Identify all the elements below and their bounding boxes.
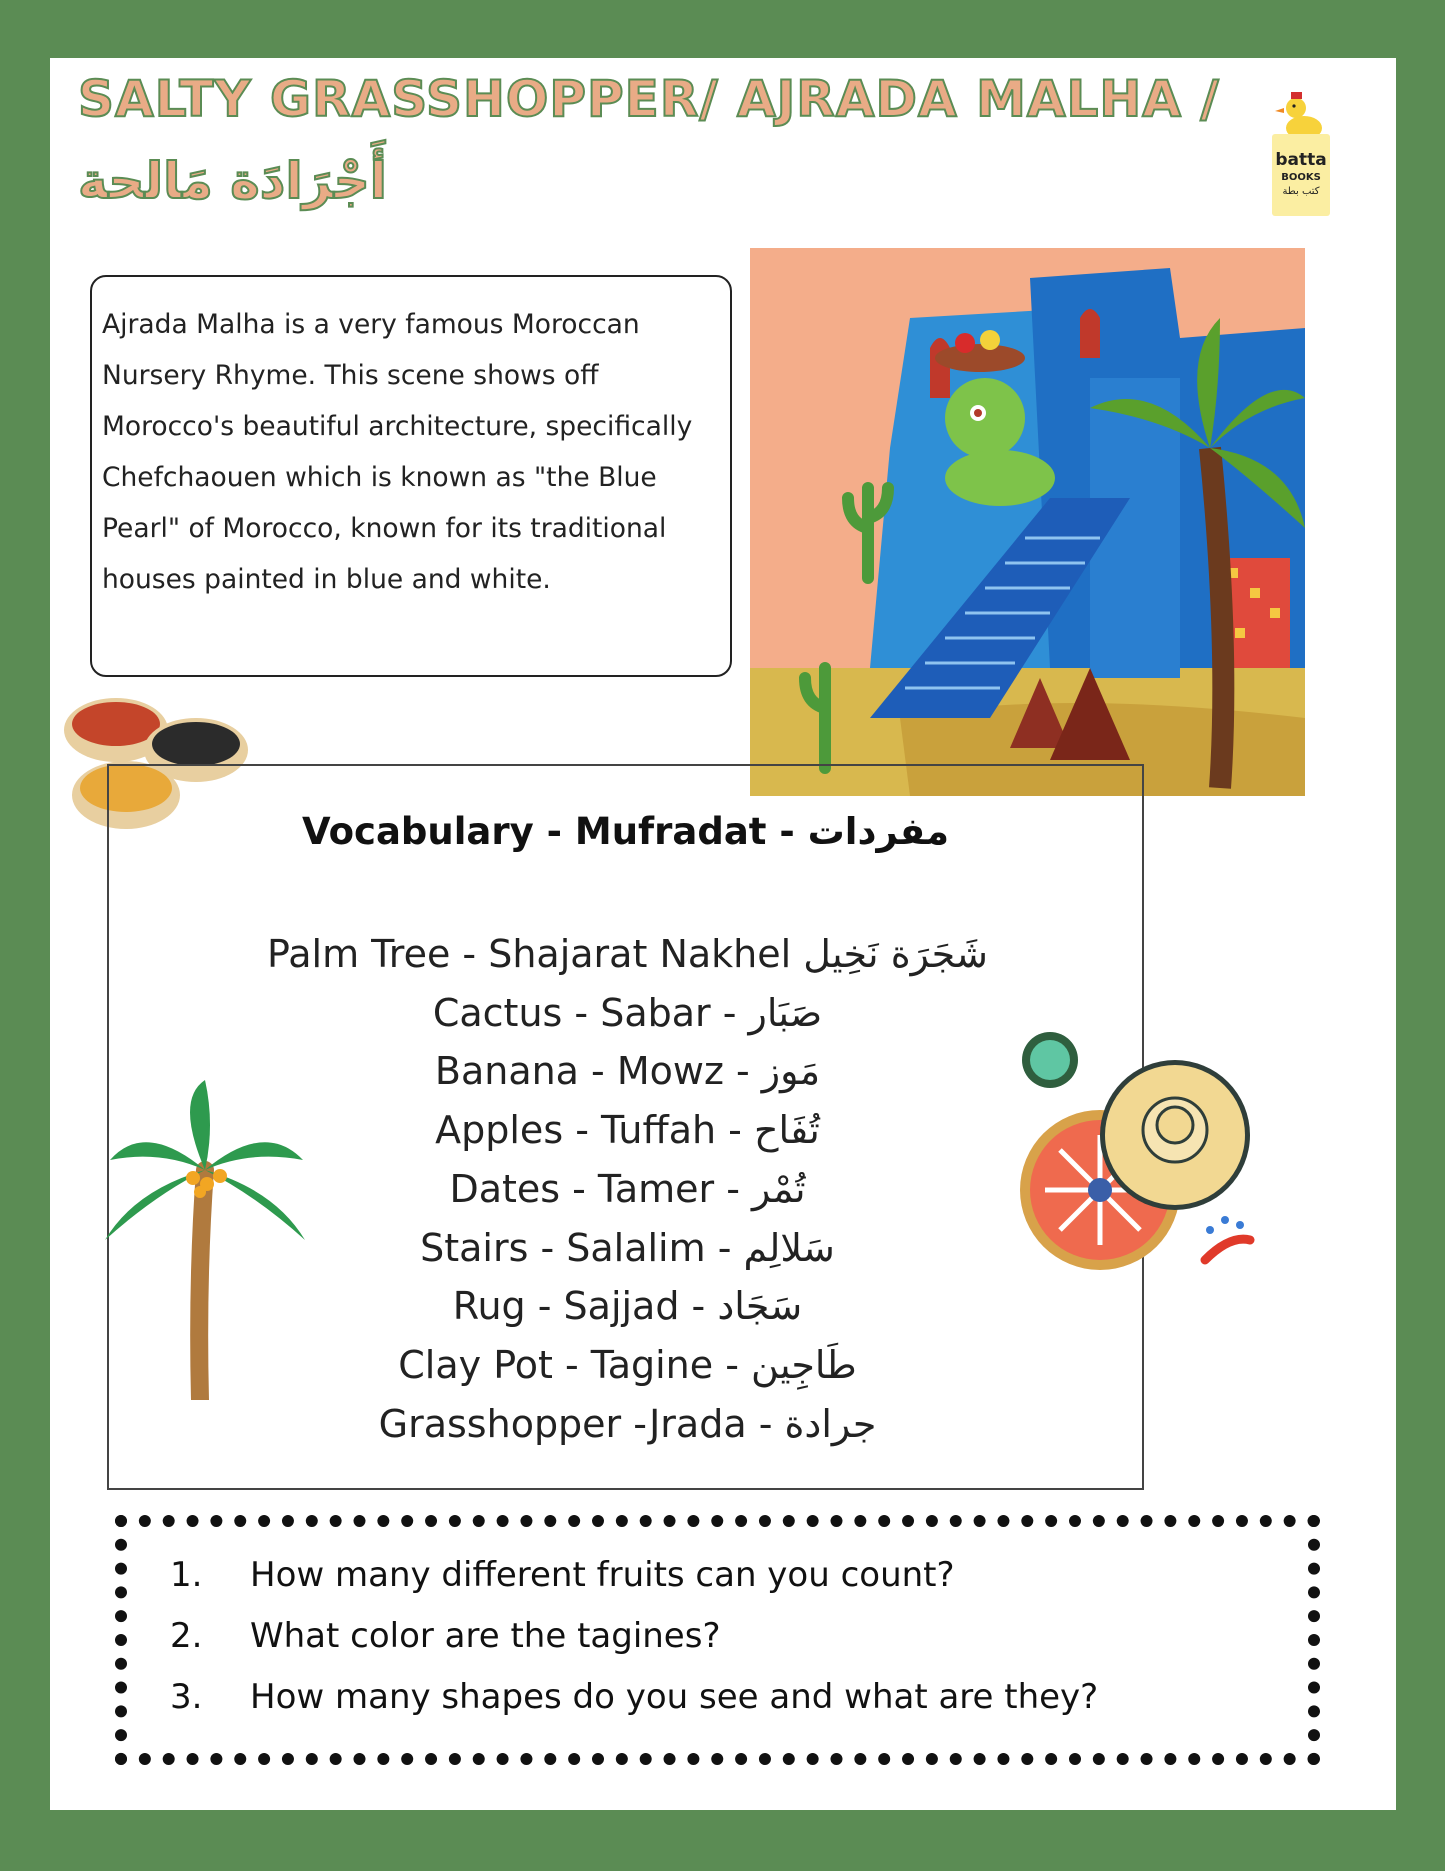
tagine-dishes-illustration bbox=[1005, 1025, 1265, 1280]
question-text: What color are the tagines? bbox=[250, 1616, 721, 1656]
question-number: 3. bbox=[170, 1677, 203, 1717]
vocab-item: Banana - Mowz - مَوز bbox=[434, 1049, 821, 1094]
question-text: How many shapes do you see and what are they? bbox=[250, 1677, 1099, 1717]
logo-arabic: كتب بطة bbox=[1282, 186, 1320, 197]
question-number: 2. bbox=[170, 1616, 203, 1656]
page-title-arabic: أَجْرَادَة مَالحة bbox=[78, 152, 387, 210]
vocab-item: Stairs - Salalim - سَلالِم bbox=[420, 1225, 835, 1270]
question-text: How many different fruits can you count? bbox=[250, 1555, 955, 1595]
vocab-item: Cactus - Sabar - صَبَار bbox=[432, 990, 823, 1035]
vocab-item: Grasshopper -Jrada - جرادة bbox=[378, 1401, 877, 1446]
logo-sub: BOOKS bbox=[1281, 172, 1321, 183]
questions-list bbox=[170, 1545, 1098, 1728]
vocab-item: Dates - Tamer - تُمْر bbox=[449, 1166, 806, 1211]
palm-tree-illustration bbox=[105, 1080, 305, 1400]
intro-text: Ajrada Malha is a very famous Moroccan Nursery Rhyme. This scene shows off Morocco's beautiful architecture, specifically Chefchaouen which is known as "the Blue Pearl" of Morocco, known for its traditional houses painted in blue and white. bbox=[102, 309, 693, 595]
batta-books-logo bbox=[1270, 86, 1332, 222]
question-item bbox=[170, 1667, 1098, 1728]
vocab-item: Palm Tree - Shajarat Nakhel شَجَرَة نَخِيل bbox=[267, 932, 988, 976]
page-title: SALTY GRASSHOPPER/ AJRADA MALHA / bbox=[78, 70, 1220, 128]
intro-box bbox=[90, 275, 732, 677]
question-item bbox=[170, 1545, 1098, 1606]
logo-brand: batta bbox=[1275, 150, 1327, 170]
vocab-item: Rug - Sajjad - سَجَاد bbox=[452, 1284, 803, 1329]
chefchaouen-scene-illustration bbox=[750, 248, 1305, 796]
vocabulary-title: Vocabulary - Mufradat - مفردات bbox=[301, 810, 950, 853]
vocab-item: Apples - Tuffah - تُفَاح bbox=[435, 1108, 820, 1153]
question-item bbox=[170, 1606, 1098, 1667]
question-number: 1. bbox=[170, 1555, 203, 1595]
vocab-item: Clay Pot - Tagine - طَاجِين bbox=[398, 1342, 857, 1387]
